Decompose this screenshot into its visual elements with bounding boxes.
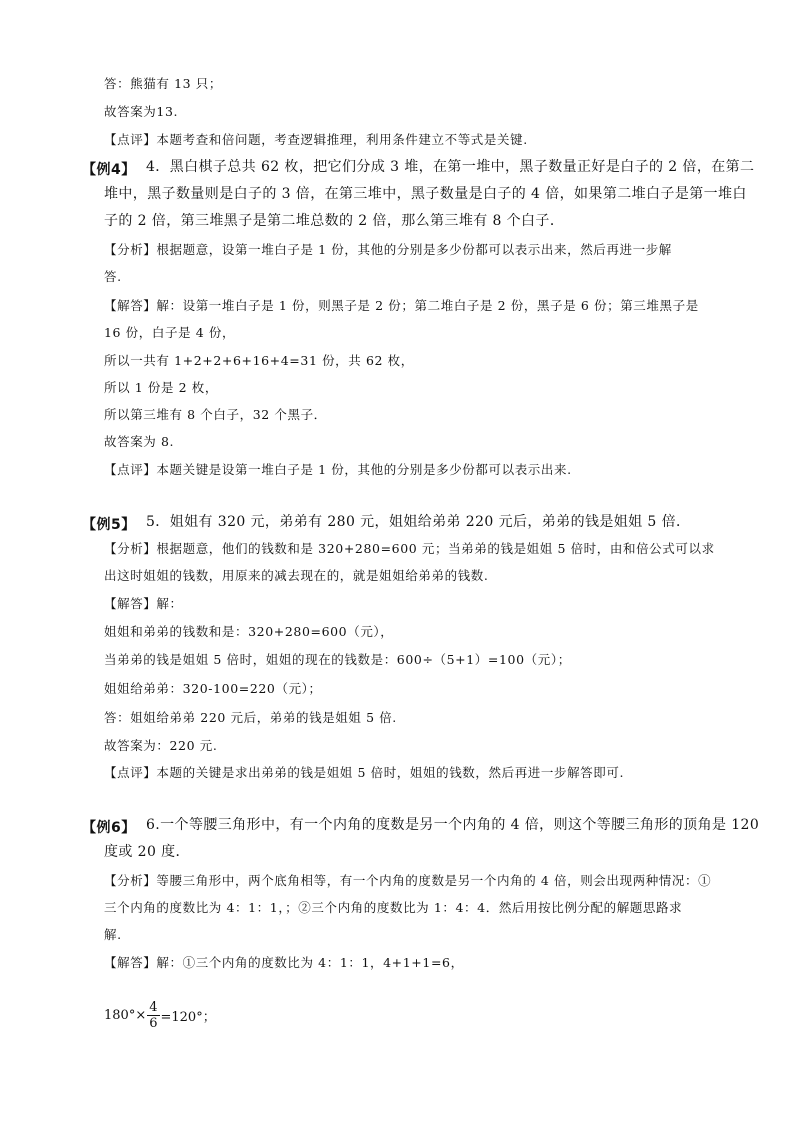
fraction-prefix: 180°×: [104, 1008, 147, 1023]
ex5-comment-line: 【点评】本题的关键是求出弟弟的钱是姐姐 5 倍时，姐姐的钱数，然后再进一步解答即可.: [104, 765, 625, 780]
ex5-analysis-line: 出这时姐姐的钱数，用原来的减去现在的，就是姐姐给弟弟的钱数.: [104, 568, 489, 583]
ex4-solution-line: 所以 1 份是 2 枚，: [104, 380, 218, 395]
ex4-question-line: 4．黑白棋子总共 62 枚，把它们分成 3 堆，在第一堆中，黑子数量正好是白子的 2 倍，在第二: [146, 159, 755, 175]
ex4-question-line: 堆中，黑子数量则是白子的 3 倍，在第三堆中，黑子数量是白子的 4 倍，如果第二堆白子是第一堆白: [104, 186, 747, 202]
ex4-analysis-line: 【分析】根据题意，设第一堆白子是 1 份，其他的分别是多少份都可以表示出来，然后再进一步解: [104, 242, 672, 257]
ex5-question-line: 5．姐姐有 320 元，弟弟有 280 元，姐姐给弟弟 220 元后，弟弟的钱是姐姐 5 倍．: [146, 514, 691, 530]
comment-line: 【点评】本题考查和倍问题，考查逻辑推理，利用条件建立不等式是关键.: [104, 132, 528, 147]
ex5-solution-line: 【解答】解：: [104, 596, 183, 611]
fraction-numerator: 4: [149, 1000, 158, 1015]
fraction-expression: [104, 1000, 216, 1031]
fraction-denominator: 6: [149, 1016, 158, 1031]
ex5-solution-line: 故答案为：220 元.: [104, 738, 218, 753]
ex4-question-line: 子的 2 倍，第三堆黑子是第二堆总数的 2 倍，那么第三堆有 8 个白子．: [104, 213, 565, 229]
ex5-solution-line: 当弟弟的钱是姐姐 5 倍时，姐姐的现在的钱数是：600÷（5+1）=100（元）；: [104, 652, 571, 667]
ex6-solution-line: 【解答】解：①三个内角的度数比为 4：1：1，4+1+1=6，: [104, 955, 464, 970]
example-5-tag: 【例5】: [82, 517, 136, 533]
ex4-solution-line: 【解答】解：设第一堆白子是 1 份，则黑子是 2 份；第二堆白子是 2 份，黑子是 6 份；第三堆黑子是: [104, 298, 699, 313]
answer-line: 答：熊猫有 13 只；: [104, 76, 222, 91]
ex5-solution-line: 答：姐姐给弟弟 220 元后，弟弟的钱是姐姐 5 倍.: [104, 710, 397, 725]
ex4-solution-line: 故答案为 8.: [104, 434, 175, 449]
ex6-question-line: 6.一个等腰三角形中，有一个内角的度数是另一个内角的 4 倍，则这个等腰三角形的顶角是 120: [146, 817, 760, 833]
ex4-solution-line: 16 份，白子是 4 份，: [104, 325, 236, 340]
ex5-analysis-line: 【分析】根据题意，他们的钱数和是 320+280=600 元；当弟弟的钱是姐姐 5 倍时，由和倍公式可以求: [104, 541, 715, 556]
ex5-solution-line: 姐姐给弟弟：320-100=220（元）；: [104, 681, 322, 696]
ex6-analysis-line: 【分析】等腰三角形中，两个底角相等，有一个内角的度数是另一个内角的 4 倍，则会出现两种情况：①: [104, 873, 712, 888]
ex5-solution-line: 姐姐和弟弟的钱数和是：320+280=600（元），: [104, 624, 394, 639]
ex4-solution-line: 所以第三堆有 8 个白子，32 个黑子．: [104, 407, 327, 422]
fraction: [147, 1000, 159, 1031]
example-6-tag: 【例6】: [82, 820, 136, 836]
result-line: 故答案为13.: [104, 104, 179, 119]
ex4-comment-line: 【点评】本题关键是设第一堆白子是 1 份，其他的分别是多少份都可以表示出来.: [104, 462, 572, 477]
ex6-analysis-line: 解.: [104, 927, 122, 942]
ex4-solution-line: 所以一共有 1+2+2+6+16+4=31 份，共 62 枚，: [104, 353, 414, 368]
fraction-suffix: =120°；: [160, 1010, 216, 1025]
ex6-analysis-line: 三个内角的度数比为 4：1：1，；②三个内角的度数比为 1：4：4．然后用按比例分配的解题思路求: [104, 900, 683, 915]
example-4-tag: 【例4】: [82, 162, 136, 178]
ex4-analysis-line: 答.: [104, 269, 122, 284]
ex6-question-line: 度或 20 度．: [104, 844, 190, 860]
